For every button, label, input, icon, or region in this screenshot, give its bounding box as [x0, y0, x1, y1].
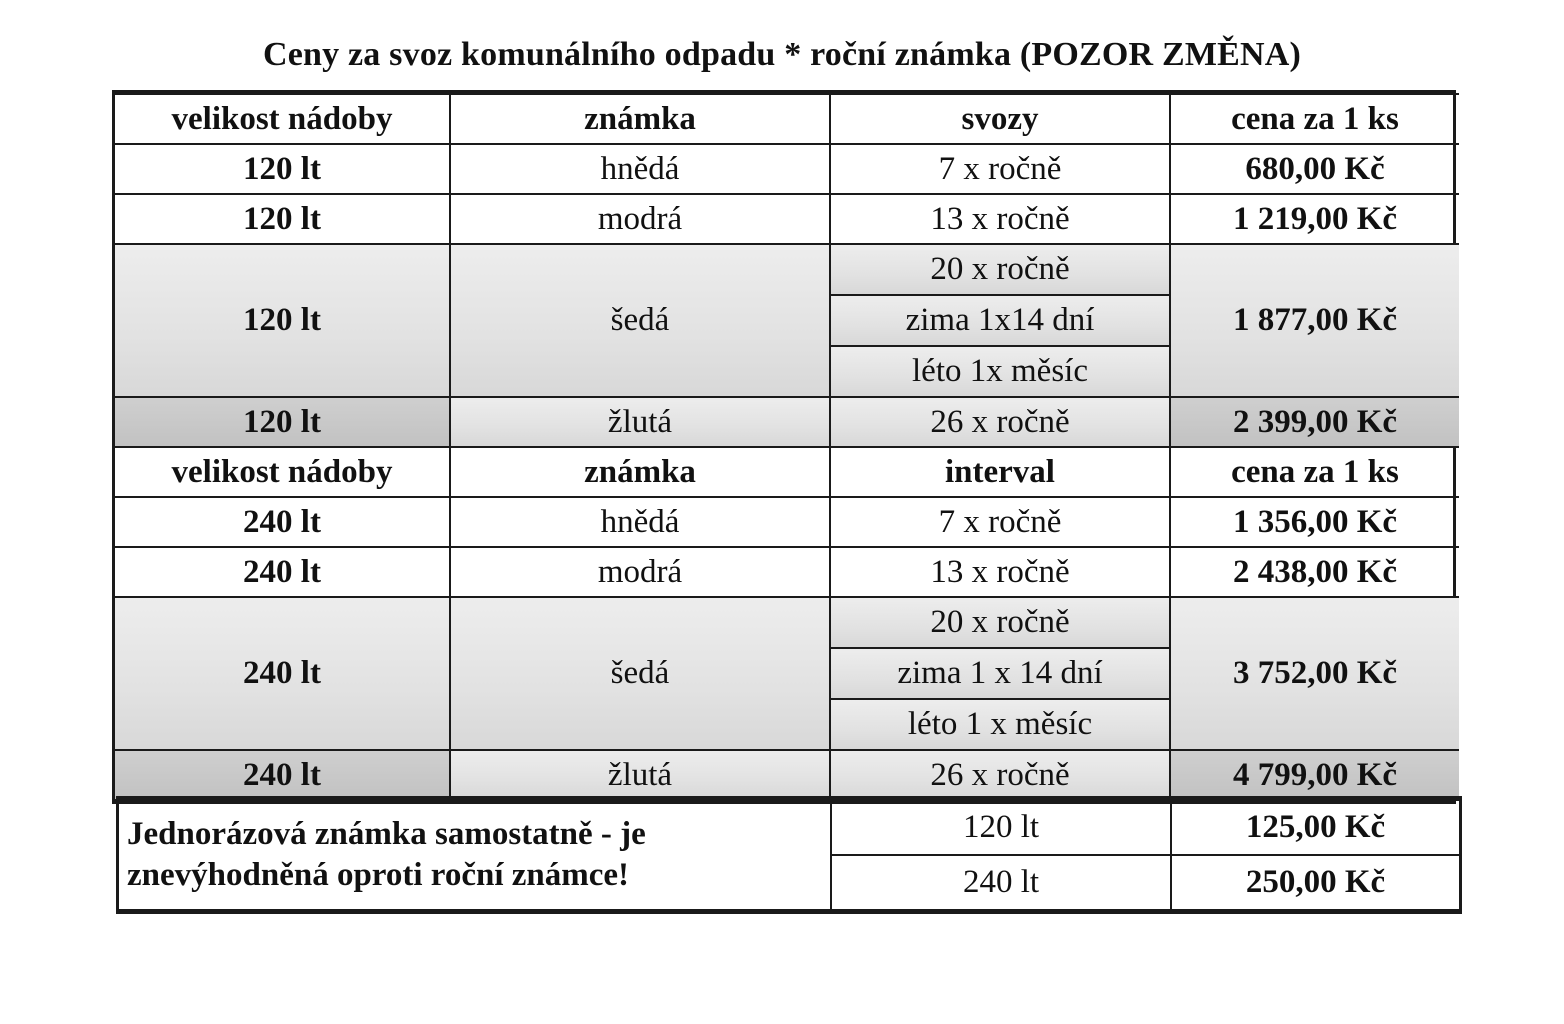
header-interval: interval — [830, 447, 1170, 497]
table-header-row — [115, 447, 1459, 497]
cell-price: 1 219,00 Kč — [1170, 194, 1459, 244]
cell-pickups: 7 x ročně — [830, 497, 1170, 547]
cell-pickups: 26 x ročně — [830, 750, 1170, 800]
cell-size: 120 lt — [115, 244, 450, 397]
table-header-row — [115, 94, 1459, 144]
cell-pickups: léto 1x měsíc — [830, 346, 1170, 397]
table-row — [115, 144, 1459, 194]
table-row — [115, 497, 1459, 547]
cell-size: 240 lt — [115, 547, 450, 597]
header-price: cena za 1 ks — [1170, 447, 1459, 497]
header-price: cena za 1 ks — [1170, 94, 1459, 144]
table-row — [119, 800, 1459, 855]
cell-stamp: modrá — [450, 547, 830, 597]
cell-stamp: šedá — [450, 597, 830, 750]
cell-pickups: 7 x ročně — [830, 144, 1170, 194]
cell-price: 125,00 Kč — [1171, 800, 1459, 855]
cell-price: 250,00 Kč — [1171, 855, 1459, 910]
cell-pickups: 13 x ročně — [830, 194, 1170, 244]
cell-pickups: léto 1 x měsíc — [830, 699, 1170, 750]
table-row — [115, 244, 1459, 295]
table-row — [115, 597, 1459, 648]
header-stamp: známka — [450, 447, 830, 497]
cell-size: 240 lt — [115, 597, 450, 750]
oneoff-note-line2: znevýhodněná oproti roční známce! — [127, 857, 630, 893]
table-row — [115, 750, 1459, 800]
cell-stamp: hnědá — [450, 144, 830, 194]
cell-stamp: žlutá — [450, 750, 830, 800]
oneoff-note — [119, 800, 831, 910]
cell-pickups: 20 x ročně — [830, 597, 1170, 648]
cell-price: 4 799,00 Kč — [1170, 750, 1459, 800]
cell-pickups: 20 x ročně — [830, 244, 1170, 295]
page-title: Ceny za svoz komunálního odpadu * roční známka (POZOR ZMĚNA) — [262, 36, 1302, 73]
header-container-size: velikost nádoby — [115, 447, 450, 497]
cell-price: 1 877,00 Kč — [1170, 244, 1459, 397]
cell-price: 680,00 Kč — [1170, 144, 1459, 194]
cell-price: 2 399,00 Kč — [1170, 397, 1459, 447]
cell-size: 240 lt — [831, 855, 1171, 910]
cell-pickups: 26 x ročně — [830, 397, 1170, 447]
cell-size: 240 lt — [115, 497, 450, 547]
cell-size: 120 lt — [831, 800, 1171, 855]
cell-size: 240 lt — [115, 750, 450, 800]
cell-size: 120 lt — [115, 194, 450, 244]
cell-pickups: zima 1 x 14 dní — [830, 648, 1170, 699]
cell-pickups: 13 x ročně — [830, 547, 1170, 597]
price-table — [112, 90, 1456, 804]
cell-price: 2 438,00 Kč — [1170, 547, 1459, 597]
table-row — [115, 547, 1459, 597]
cell-stamp: šedá — [450, 244, 830, 397]
table-row — [115, 397, 1459, 447]
cell-price: 3 752,00 Kč — [1170, 597, 1459, 750]
cell-size: 120 lt — [115, 144, 450, 194]
header-stamp: známka — [450, 94, 830, 144]
header-pickups: svozy — [830, 94, 1170, 144]
header-container-size: velikost nádoby — [115, 94, 450, 144]
cell-stamp: hnědá — [450, 497, 830, 547]
oneoff-note-line1: Jednorázová známka samostatně - je — [127, 816, 646, 853]
cell-pickups: zima 1x14 dní — [830, 295, 1170, 346]
cell-price: 1 356,00 Kč — [1170, 497, 1459, 547]
cell-size: 120 lt — [115, 397, 450, 447]
cell-stamp: žlutá — [450, 397, 830, 447]
oneoff-table — [116, 796, 1462, 914]
cell-stamp: modrá — [450, 194, 830, 244]
table-row — [115, 194, 1459, 244]
